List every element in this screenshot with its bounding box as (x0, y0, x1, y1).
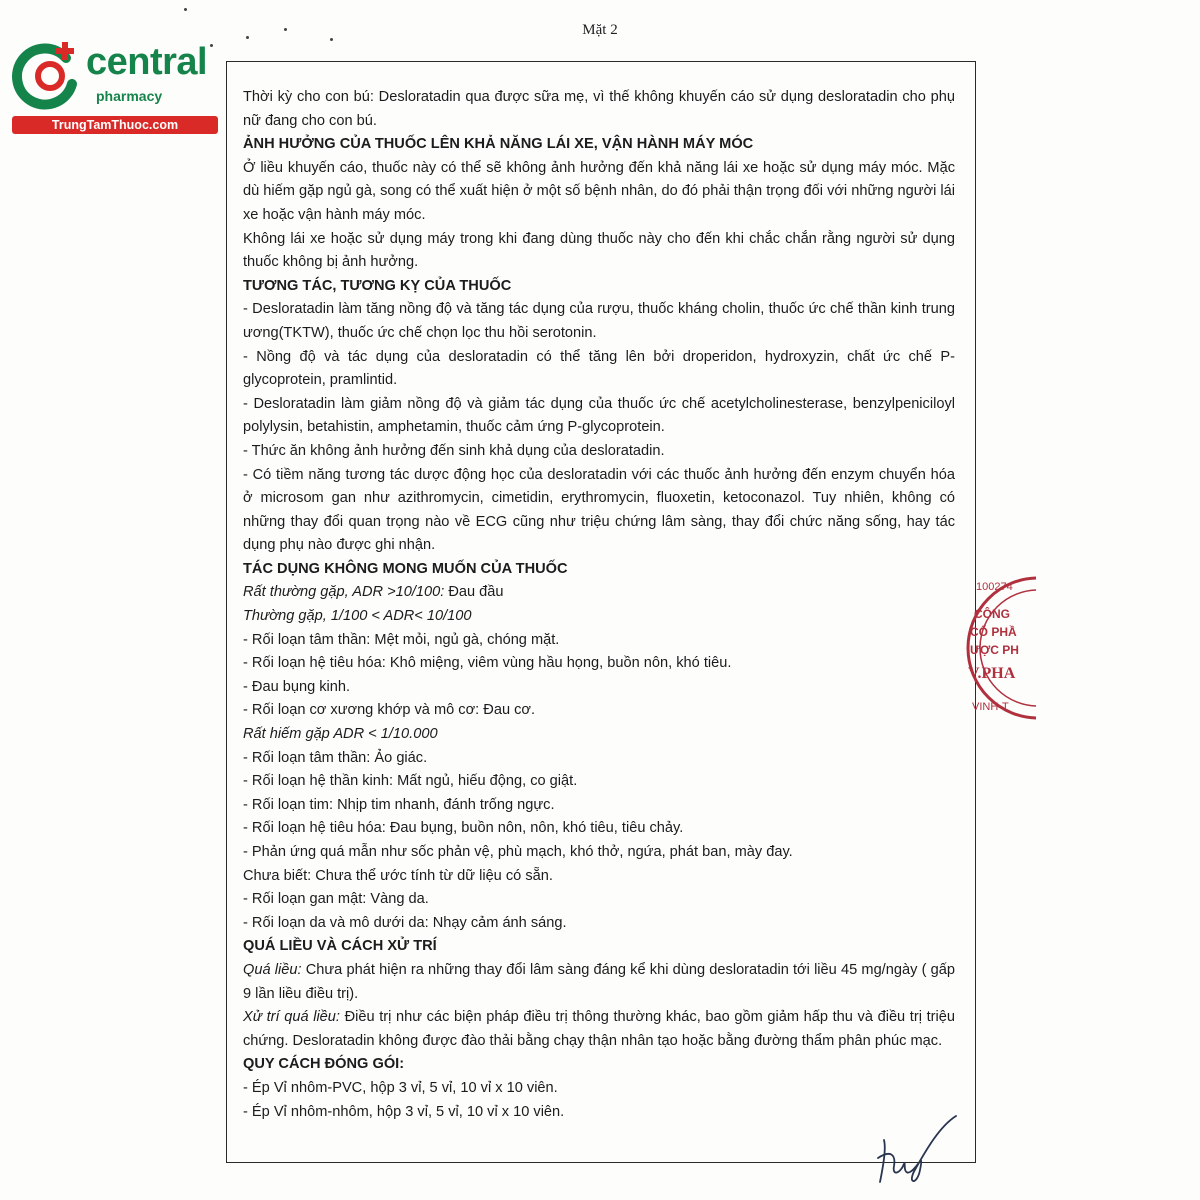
interaction-item: - Có tiềm năng tương tác dược động học của desloratadin với các thuốc ảnh hưởng đến enzym chuyển hóa ở microsom gan như azithromycin, cimetidin, erythromycin, fluoxetin, ketoconazol. Tuy nhiên, không có những thay đổi quan trọng nào về ECG cũng như triệu chứng lâm sàng, thay đổi chức năng sống, hay tác dụng phụ nào được ghi nhận. (243, 466, 955, 554)
signature (870, 1110, 960, 1190)
stamp-line: CỔ PHẦ (970, 625, 1017, 639)
document-body (243, 86, 955, 1124)
overdose-label: Quá liều: (243, 961, 302, 978)
unknown-item: - Rối loạn da và mô dưới da: Nhạy cảm ánh sáng. (243, 914, 567, 931)
unknown-line: Chưa biết: Chưa thể ước tính từ dữ liệu có sẵn. (243, 867, 553, 884)
common-item: - Rối loạn cơ xương khớp và mô cơ: Đau cơ. (243, 702, 536, 719)
interaction-item: - Desloratadin làm tăng nồng độ và tăng tác dụng của rượu, thuốc kháng cholin, thuốc ức chế thần kinh trung ương(TKTW), thuốc ức chế chọn lọc thu hồi serotonin. (243, 301, 955, 341)
page-label: Mặt 2 (582, 22, 618, 38)
very-common-label: Rất thường gặp, ADR >10/100: (243, 584, 445, 601)
stamp-line: V.PHA (968, 665, 1016, 682)
interactions-heading: TƯƠNG TÁC, TƯƠNG KỴ CỦA THUỐC (243, 277, 512, 294)
overdose-treatment-text: Điều trị như các biện pháp điều trị thông thường khác, bao gồm giảm hấp thu và điều trị triệu chứng. Desloratadin không được đào thải bằng chạy thận nhân tạo hoặc bằng đường thẩm phân phúc mạc. (243, 1009, 955, 1049)
overdose-treatment-label: Xử trí quá liều: (243, 1009, 340, 1026)
overdose-paragraph-2 (243, 1006, 955, 1053)
lactation-paragraph: Thời kỳ cho con bú: Desloratadin qua được sữa mẹ, vì thế không khuyến cáo sử dụng desloratadin cho phụ nữ đang cho con bú. (243, 89, 955, 129)
overdose-text: Chưa phát hiện ra những thay đổi lâm sàng đáng kể khi dùng desloratadin tới liều 45 mg/ngày ( gấp 9 lần liều điều trị). (243, 961, 955, 1002)
very-rare-item: - Rối loạn hệ thần kinh: Mất ngủ, hiếu động, co giật. (243, 773, 578, 790)
stamp-line: 100274 (976, 581, 1013, 593)
packaging-heading: QUY CÁCH ĐÓNG GÓI: (243, 1056, 405, 1073)
stamp-line: CÔNG (974, 607, 1010, 621)
logo-url[interactable]: TrungTamThuoc.com (12, 116, 218, 134)
driving-paragraph-1: Ở liều khuyến cáo, thuốc này có thể sẽ không ảnh hưởng đến khả năng lái xe hoặc sử dụng máy móc. Mặc dù hiếm gặp ngủ gà, song có thể xuất hiện ở một số bệnh nhân, do đó phải thận trọng đối với những người lái xe hoặc vận hành máy móc. (243, 159, 955, 223)
company-stamp (966, 568, 1036, 728)
very-common-text: Đau đầu (444, 584, 504, 601)
adverse-heading: TÁC DỤNG KHÔNG MONG MUỐN CỦA THUỐC (243, 560, 568, 577)
interaction-item: - Nồng độ và tác dụng của desloratadin có thể tăng lên bởi droperidon, hydroxyzin, chất ức chế P-glycoprotein, pramlintid. (243, 348, 955, 389)
common-item: - Rối loạn hệ tiêu hóa: Khô miệng, viêm vùng hầu họng, buồn nôn, khó tiêu. (243, 655, 732, 672)
interaction-item: - Desloratadin làm giảm nồng độ và giảm tác dụng của thuốc ức chế acetylcholinesterase, benzylpeniciloyl polylysin, betahistin, amphetamin, thuốc cảm ứng P-glycoprotein. (243, 395, 955, 436)
packaging-item: - Ép Vỉ nhôm-nhôm, hộp 3 vỉ, 5 vỉ, 10 vỉ x 10 viên. (243, 1103, 565, 1120)
very-rare-item: - Rối loạn tâm thần: Ảo giác. (243, 749, 428, 766)
driving-paragraph-2: Không lái xe hoặc sử dụng máy trong khi đang dùng thuốc này cho đến khi chắc chắn rằng người sử dụng thuốc không bị ảnh hưởng. (243, 230, 955, 271)
very-common-line (243, 581, 955, 605)
driving-heading: ẢNH HƯỞNG CỦA THUỐC LÊN KHẢ NĂNG LÁI XE, VẬN HÀNH MÁY MÓC (243, 136, 754, 153)
interaction-item: - Thức ăn không ảnh hưởng đến sinh khả dụng của desloratadin. (243, 442, 665, 459)
overdose-heading: QUÁ LIỀU VÀ CÁCH XỬ TRÍ (243, 938, 437, 955)
common-item: - Rối loạn tâm thần: Mệt mỏi, ngủ gà, chóng mặt. (243, 631, 560, 648)
common-item: - Đau bụng kinh. (243, 678, 351, 695)
stamp-line: ƯỢC PH (970, 643, 1019, 657)
overdose-paragraph-1 (243, 959, 955, 1006)
common-label: Thường gặp, 1/100 < ADR< 10/100 (243, 608, 472, 625)
packaging-item: - Ép Vỉ nhôm-PVC, hộp 3 vỉ, 5 vỉ, 10 vỉ x 10 viên. (243, 1079, 558, 1096)
very-rare-label: Rất hiếm gặp ADR < 1/10.000 (243, 726, 438, 743)
logo-subtitle: pharmacy (96, 88, 163, 104)
stamp-line: VINH-T (972, 701, 1009, 713)
very-rare-item: - Rối loạn hệ tiêu hóa: Đau bụng, buồn nôn, nôn, khó tiêu, tiêu chảy. (243, 820, 684, 837)
central-pharmacy-logo[interactable] (10, 36, 215, 136)
logo-brand: central (86, 41, 208, 83)
very-rare-item: - Rối loạn tim: Nhịp tim nhanh, đánh trống ngực. (243, 796, 555, 813)
very-rare-item: - Phản ứng quá mẫn như sốc phản vệ, phù mạch, khó thở, ngứa, phát ban, mày đay. (243, 844, 793, 860)
unknown-item: - Rối loạn gan mật: Vàng da. (243, 891, 429, 908)
logo-emblem-icon (10, 36, 90, 116)
